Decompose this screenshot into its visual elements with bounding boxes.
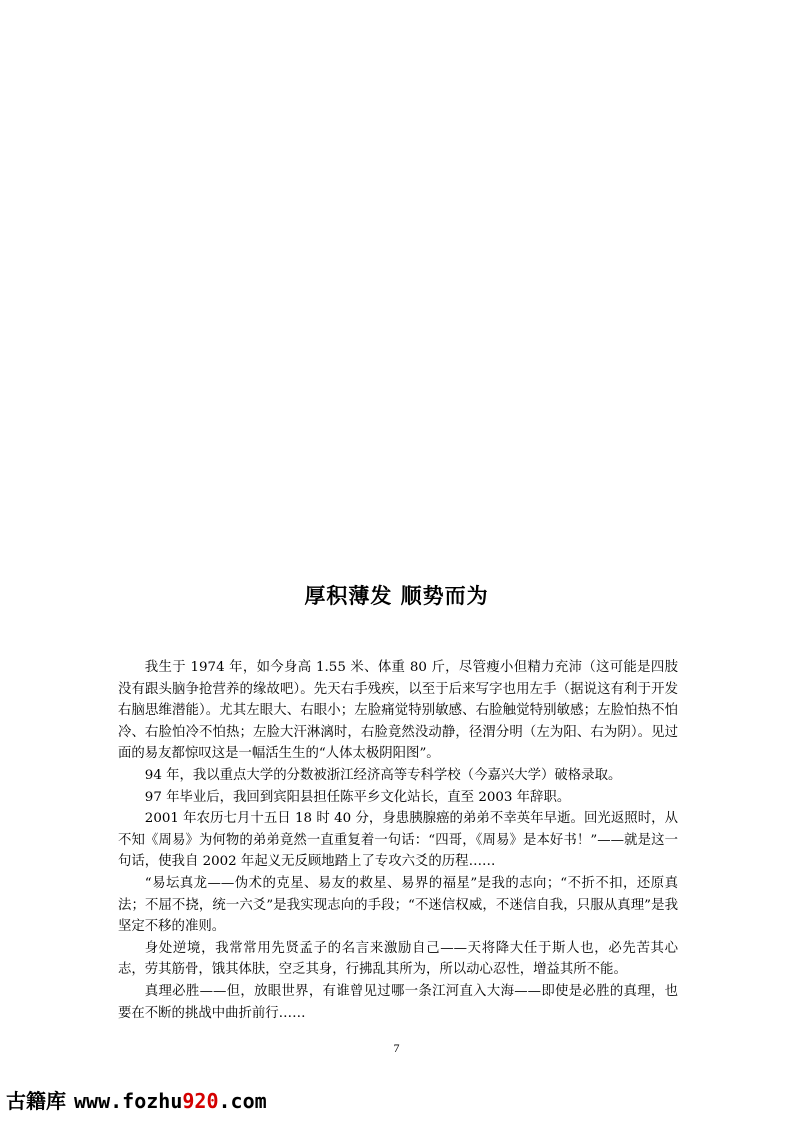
paragraph-aspiration: “易坛真龙——伪术的克星、易友的救星、易界的福星”是我的志向；“不折不扣，还原真法；不屈不挠，统一六爻”是我实现志向的手段；“不迷信权威，不迷信自我，只服从真理”是我坚定不移的准则。 [118,875,678,935]
watermark-domain [74,1089,267,1113]
paragraph-intro: 我生于 1974 年，如今身高 1.55 米、体重 80 斤，尽管瘦小但精力充沛（这可能是四肢没有跟头脑争抢营养的缘故吧）。先天右手残疾，以至于后来写字也用左手（据说这有利于开发右脑思维潜能）。尤其左眼大、右眼小；左脸痛觉特别敏感、右脸触觉特别敏感；左脸怕热不怕冷、右脸怕冷不怕热；左脸大汗淋漓时，右脸竟然没动静，径渭分明（左为阳、右为阴）。见过面的易友都惊叹这是一幅活生生的“人体太极阴阳图”。 [118,660,678,762]
watermark-domain-number: 920 [182,1089,219,1113]
paragraph-1997: 97 年毕业后，我回到宾阳县担任陈平乡文化站长，直至 2003 年辞职。 [144,789,571,805]
paragraph-2001: 2001 年农历七月十五日 18 时 40 分，身患胰腺癌的弟弟不幸英年早逝。回光返照时，从不知《周易》为何物的弟弟竟然一直重复着一句话：“四哥，《周易》是本好书！”——就是这一句话，使我自 2002 年起义无反顾地踏上了专攻六爻的历程…… [118,811,678,870]
body-text [118,657,678,1024]
site-watermark [6,1085,267,1114]
watermark-site-name: 古籍库 [6,1089,66,1113]
paragraph-adversity: 身处逆境，我常常用先贤孟子的名言来激励自己——天将降大任于斯人也，必先苦其心志，劳其筋骨，饿其体肤，空乏其身，行拂乱其所为，所以动心忍性，增益其所不能。 [118,940,678,978]
paragraph-truth: 真理必胜——但，放眼世界，有谁曾见过哪一条江河直入大海——即使是必胜的真理，也要在不断的挑战中曲折前行…… [118,983,678,1021]
watermark-domain-prefix: www.fozhu [74,1089,183,1113]
page-title: 厚积薄发 顺势而为 [304,584,489,608]
page-number: 7 [393,1041,400,1055]
watermark-domain-suffix: .com [218,1089,267,1113]
paragraph-1994: 94 年，我以重点大学的分数被浙江经济高等专科学校（今嘉兴大学）破格录取。 [144,767,622,783]
